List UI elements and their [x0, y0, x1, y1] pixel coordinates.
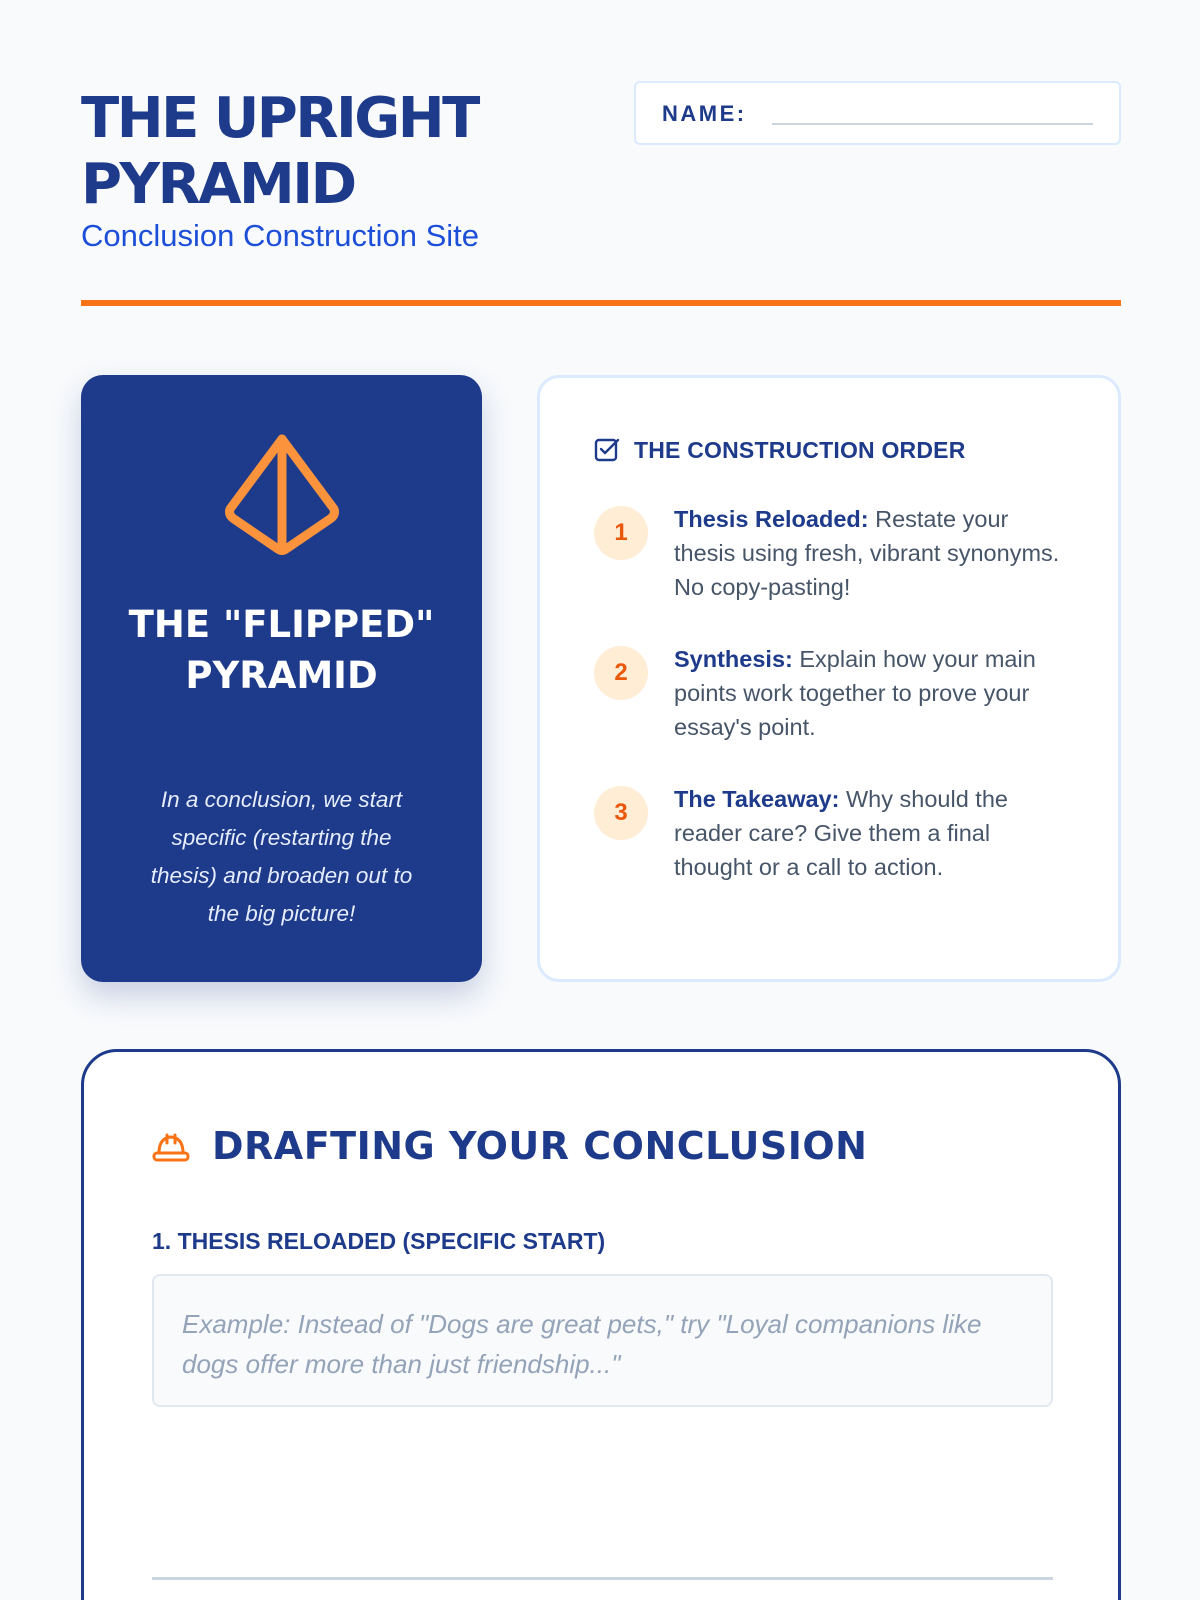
writing-line[interactable]	[152, 1577, 1053, 1580]
step-number: 2	[594, 646, 648, 700]
thesis-reloaded-label: 1. THESIS RELOADED (SPECIFIC START)	[152, 1228, 606, 1254]
worksheet-page	[81, 0, 1121, 1600]
step-description: Explain how your main points work together to prove your essay's point.	[674, 646, 1036, 740]
order-heading	[594, 435, 966, 465]
pyramid-icon	[220, 431, 344, 555]
checkbox-icon	[594, 437, 620, 463]
step-term: Synthesis:	[674, 646, 793, 672]
thesis-reloaded-input[interactable]: Example: Instead of "Dogs are great pets," try "Loyal companions like dogs offer more than just friendship..."	[152, 1274, 1053, 1407]
card-title: THE "FLIPPED" PYRAMID	[128, 603, 435, 697]
step-term: Thesis Reloaded:	[674, 506, 869, 532]
step-description: Restate your thesis using fresh, vibrant synonyms. No copy-pasting!	[674, 506, 1060, 600]
step-number: 3	[594, 786, 648, 840]
step-text	[674, 782, 1074, 884]
drafting-card	[81, 1049, 1121, 1600]
header-divider	[81, 300, 1121, 306]
step-number: 1	[594, 506, 648, 560]
card-description: In a conclusion, we start specific (restarting the thesis) and broaden out to the big picture!	[150, 787, 413, 926]
name-field[interactable]	[634, 81, 1121, 145]
page-title: THE UPRIGHT PYRAMID	[81, 86, 478, 217]
order-title: THE CONSTRUCTION ORDER	[634, 436, 966, 463]
flipped-pyramid-card	[81, 375, 482, 982]
drafting-heading	[152, 1124, 867, 1168]
step-description: Why should the reader care? Give them a final thought or a call to action.	[674, 786, 1008, 880]
drafting-title: DRAFTING YOUR CONCLUSION	[212, 1124, 868, 1168]
hard-hat-icon	[152, 1129, 190, 1163]
page-subtitle: Conclusion Construction Site	[81, 218, 480, 253]
name-label: NAME:	[662, 101, 747, 126]
step-term: The Takeaway:	[674, 786, 840, 812]
step-text	[674, 642, 1074, 744]
name-input-line[interactable]	[772, 123, 1093, 125]
step-text	[674, 502, 1074, 604]
header	[81, 86, 1121, 306]
construction-order-card	[537, 375, 1121, 982]
